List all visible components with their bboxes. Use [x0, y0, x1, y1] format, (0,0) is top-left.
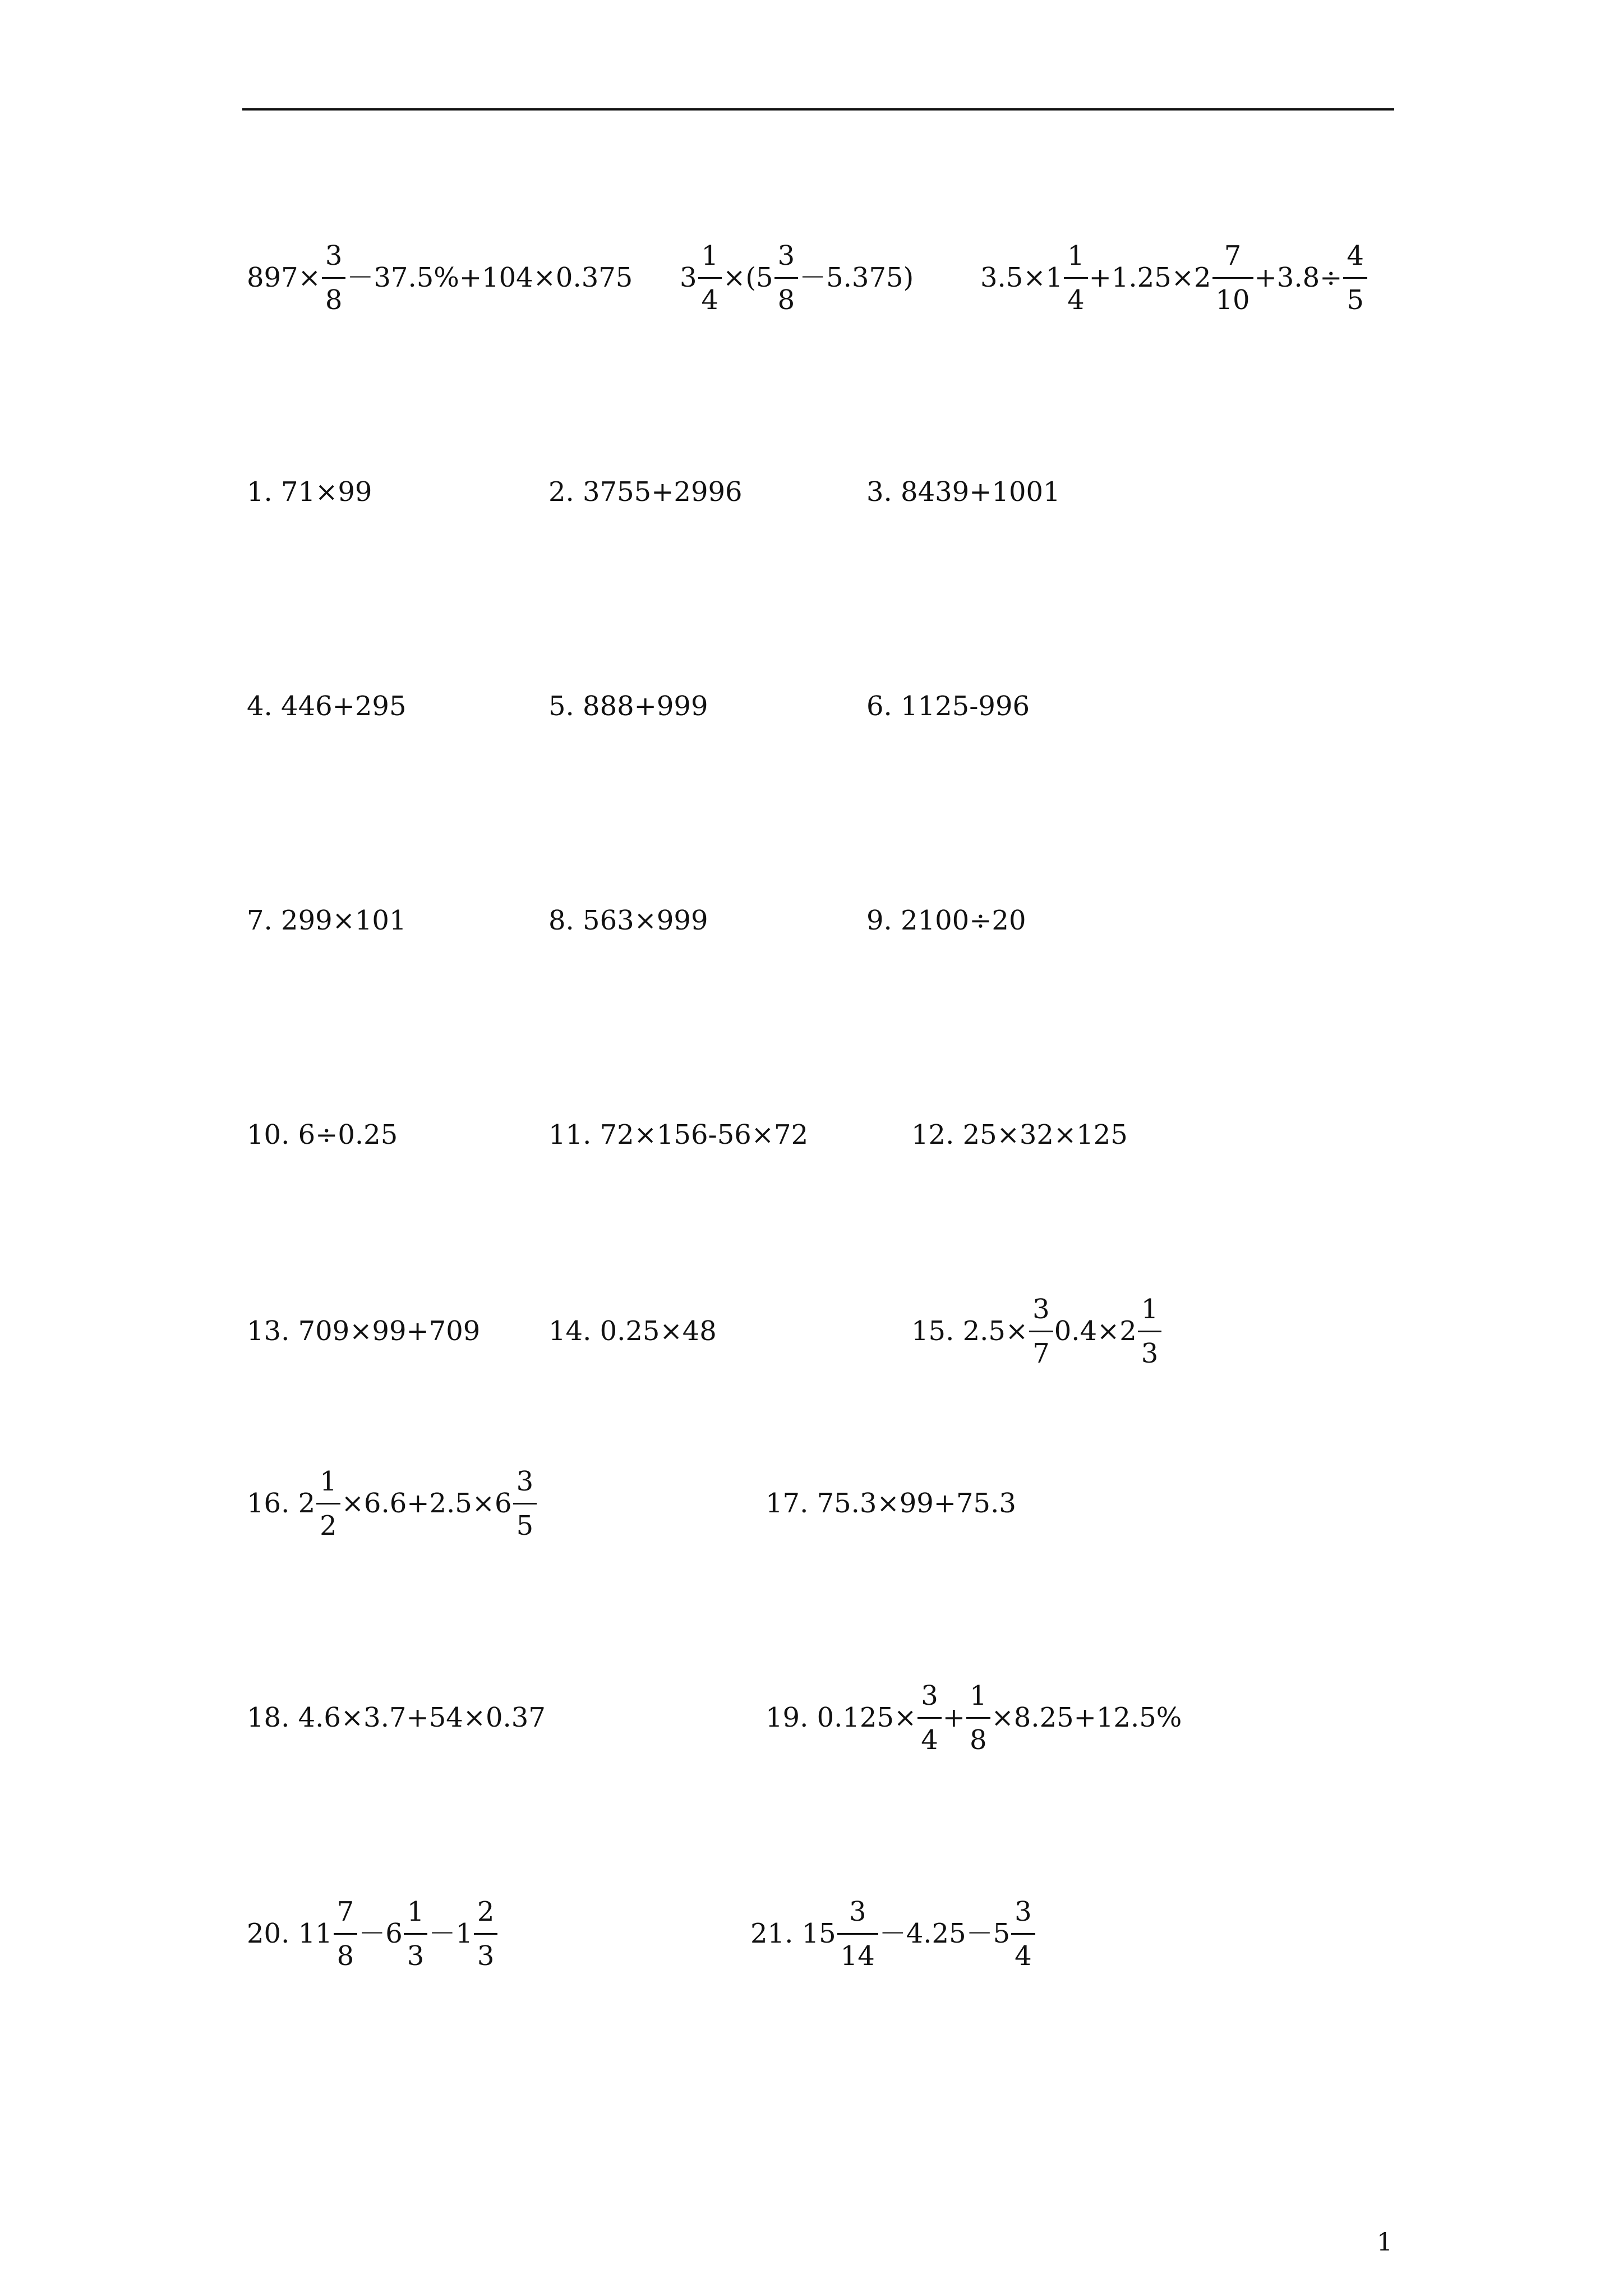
- fraction: [837, 1895, 878, 1972]
- expression-text: －37.5%+104×0.375: [347, 262, 633, 293]
- expression-text: －4.25－5: [879, 1918, 1011, 1949]
- expression-text: 4. 446+295: [247, 691, 407, 722]
- fraction-numerator: 3: [516, 1465, 534, 1497]
- expression-text: +: [942, 1702, 965, 1733]
- fraction-numerator: 3: [325, 240, 343, 272]
- fraction-denominator: 3: [1138, 1331, 1162, 1367]
- fraction-denominator: 5: [513, 1503, 537, 1539]
- expression: [247, 1315, 481, 1347]
- expression: [911, 1293, 1163, 1369]
- fraction-numerator: 1: [1141, 1293, 1159, 1325]
- expression-text: ×(5: [723, 262, 773, 293]
- fraction: [334, 1895, 358, 1972]
- expression: [980, 242, 1368, 314]
- expression-text: 3: [680, 262, 697, 293]
- expression-text: －6: [358, 1918, 403, 1949]
- expression-text: 5. 888+999: [548, 691, 708, 722]
- expression: [247, 1465, 538, 1542]
- expression: [548, 907, 708, 934]
- expression-text: 9. 2100÷20: [866, 905, 1026, 936]
- expression-text: 13. 709×99+709: [247, 1315, 481, 1347]
- fraction-denominator: 8: [322, 277, 346, 314]
- fraction: [1343, 242, 1367, 314]
- fraction-denominator: 7: [1029, 1331, 1053, 1367]
- fraction-denominator: 4: [1064, 277, 1088, 314]
- fraction: [966, 1682, 990, 1754]
- expression-text: 3. 8439+1001: [866, 476, 1061, 508]
- expression-text: 7. 299×101: [247, 905, 407, 936]
- expression-text: 6. 1125-996: [866, 691, 1030, 722]
- expression-text: －5.375): [799, 262, 914, 293]
- expression: [866, 907, 1026, 934]
- expression-text: 1. 71×99: [247, 476, 372, 508]
- expression: [766, 1682, 1182, 1754]
- fraction: [322, 242, 346, 314]
- fraction-denominator: 2: [316, 1503, 340, 1539]
- fraction-numerator: 1: [970, 1680, 987, 1711]
- fraction: [1064, 242, 1088, 314]
- fraction: [1029, 1293, 1053, 1369]
- fraction: [917, 1682, 942, 1754]
- fraction-denominator: 8: [966, 1717, 990, 1754]
- fraction: [316, 1465, 340, 1542]
- expression-text: 17. 75.3×99+75.3: [766, 1488, 1016, 1519]
- expression: [247, 242, 633, 314]
- fraction-denominator: 4: [1011, 1933, 1035, 1970]
- fraction-numerator: 3: [777, 240, 795, 272]
- expression: [247, 907, 407, 934]
- expression-text: 11. 72×156-56×72: [548, 1119, 809, 1151]
- fraction: [1138, 1293, 1162, 1369]
- expression: [750, 1895, 1036, 1972]
- expression: [866, 693, 1030, 720]
- fraction: [774, 242, 799, 314]
- fraction-numerator: 1: [701, 240, 719, 272]
- fraction-denominator: 8: [774, 277, 799, 314]
- fraction-denominator: 4: [917, 1717, 942, 1754]
- expression: [866, 476, 1061, 508]
- fraction-numerator: 2: [477, 1895, 495, 1927]
- fraction-denominator: 10: [1212, 277, 1253, 314]
- fraction-numerator: 1: [1067, 240, 1085, 272]
- fraction-numerator: 3: [849, 1895, 866, 1927]
- fraction: [474, 1895, 498, 1972]
- expression: [766, 1490, 1016, 1517]
- expression-text: ×6.6+2.5×6: [341, 1488, 512, 1519]
- expression-text: 19. 0.125×: [766, 1702, 917, 1733]
- expression: [247, 1895, 499, 1972]
- fraction-denominator: 14: [837, 1933, 878, 1970]
- expression: [911, 1119, 1128, 1151]
- expression: [548, 693, 708, 720]
- expression: [247, 693, 407, 720]
- fraction-numerator: 3: [1032, 1293, 1050, 1325]
- expression-text: 2. 3755+2996: [548, 476, 743, 508]
- fraction-denominator: 4: [698, 277, 722, 314]
- expression-text: 0.4×2: [1054, 1315, 1137, 1347]
- expression-text: ×8.25+12.5%: [991, 1702, 1182, 1733]
- expression-text: 18. 4.6×3.7+54×0.37: [247, 1702, 546, 1733]
- expression-text: 3.5×1: [980, 262, 1063, 293]
- fraction-denominator: 5: [1343, 277, 1367, 314]
- fraction-numerator: 7: [1224, 240, 1242, 272]
- fraction: [404, 1895, 428, 1972]
- fraction: [1011, 1895, 1035, 1972]
- expression-text: 897×: [247, 262, 321, 293]
- expression-text: 15. 2.5×: [911, 1315, 1029, 1347]
- expression-text: 10. 6÷0.25: [247, 1119, 398, 1151]
- expression: [680, 242, 914, 314]
- fraction-numerator: 1: [320, 1465, 337, 1497]
- fraction-numerator: 3: [1015, 1895, 1032, 1927]
- expression: [247, 1119, 398, 1151]
- expression: [548, 1315, 717, 1347]
- expression: [247, 476, 372, 508]
- fraction-denominator: 3: [474, 1933, 498, 1970]
- expression-text: 14. 0.25×48: [548, 1315, 717, 1347]
- fraction-denominator: 3: [404, 1933, 428, 1970]
- expression-text: 16. 2: [247, 1488, 316, 1519]
- expression-text: +1.25×2: [1089, 262, 1211, 293]
- fraction: [513, 1465, 537, 1542]
- expression: [247, 1704, 546, 1731]
- expression-text: +3.8÷: [1254, 262, 1343, 293]
- expression-text: 12. 25×32×125: [911, 1119, 1128, 1151]
- expression-text: 20. 11: [247, 1918, 333, 1949]
- fraction-numerator: 4: [1347, 240, 1364, 272]
- expression: [548, 476, 743, 508]
- fraction-numerator: 1: [407, 1895, 425, 1927]
- expression-text: 8. 563×999: [548, 905, 708, 936]
- page-number: 1: [1377, 2228, 1393, 2257]
- header-rule: [242, 108, 1394, 111]
- fraction: [698, 242, 722, 314]
- expression: [548, 1119, 809, 1151]
- expression-text: 21. 15: [750, 1918, 836, 1949]
- fraction-denominator: 8: [334, 1933, 358, 1970]
- expression-text: －1: [428, 1918, 473, 1949]
- fraction-numerator: 7: [336, 1895, 354, 1927]
- fraction: [1212, 242, 1253, 314]
- fraction-numerator: 3: [921, 1680, 938, 1711]
